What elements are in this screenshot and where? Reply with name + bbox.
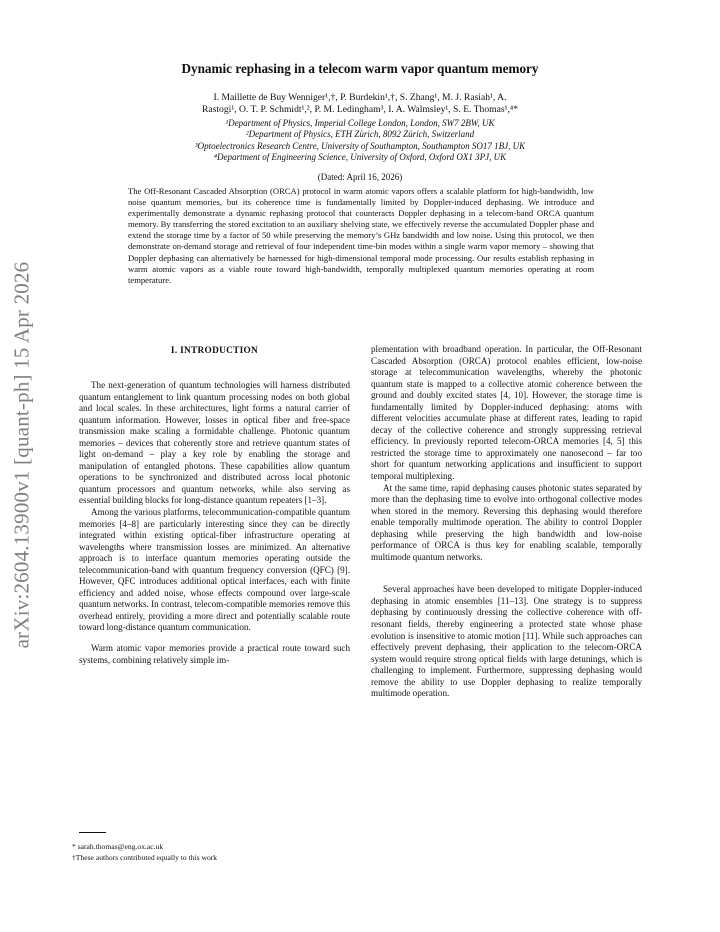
intro-paragraph-4: plementation with broadband operation. In particular, the Off-Resonant Cascaded Absorption (ORCA) protocol enables efficient, low-noise storage at telecommunication wavelengths, whereby the photonic quantum state is mapped to a collective atomic coherence between the ground and doubly excited states [4, 10]. However, the storage time is fundamentally limited by Doppler-induced dephasing: atoms with different velocities accumulate phase at different rates, leading to rapid decay of the collective coherence and strongly suppressing retrieval efficiency. In previously reported telecom-ORCA memories [4, 5] this restricted the storage time to approximately one nanosecond – far too short for quantum networking applications and insufficient to support temporal multiplexing. <box>371 344 642 482</box>
dated-line: (Dated: April 16, 2026) <box>317 172 403 182</box>
footnotes <box>72 842 372 863</box>
intro-paragraph-6: Several approaches have been developed to mitigate Doppler-induced dephasing in atomic ensembles [11–13]. One strategy is to suppress dephasing by continuously dressing the collective coherence with off-resonant fields, thereby engineering a protected state whose phase evolution is insensitive to atomic motion [11]. While such approaches can effectively prevent dephasing, their application to the telecom-ORCA system would require strong optical fields with large detunings, which is challenging to implement. Furthermore, suppressing dephasing would remove the ability to use Doppler dephasing to realize temporally multimode operation. <box>371 584 642 699</box>
intro-paragraph-3: Warm atomic vapor memories provide a practical route toward such systems, combining relatively simple im- <box>79 643 350 665</box>
arxiv-identifier-stamp <box>2 240 42 670</box>
author-line-1: I. Maillette de Buy Wenniger¹,†, P. Burdekin¹,†, S. Zhang¹, M. J. Rasiah¹, A. <box>213 92 507 103</box>
section-heading-introduction: I. INTRODUCTION <box>170 346 259 356</box>
left-column <box>79 344 350 666</box>
footnote-divider <box>79 832 106 833</box>
arxiv-identifier-text: arXiv:2604.13900v1 [quant-ph] 15 Apr 2026 <box>9 261 34 649</box>
affiliation-1: ¹Department of Physics, Imperial College London, London, SW7 2BW, UK <box>225 118 495 128</box>
footnote-equal-contribution: †These authors contributed equally to this work <box>72 852 218 862</box>
affiliation-3: ³Optoelectronics Research Centre, University of Southampton, Southampton SO17 1BJ, UK <box>194 140 526 151</box>
affiliation-4: ⁴Department of Engineering Science, University of Oxford, Oxford OX1 3PJ, UK <box>213 152 507 163</box>
paper-title: Dynamic rephasing in a telecom warm vapor quantum memory <box>181 61 539 76</box>
abstract: The Off-Resonant Cascaded Absorption (ORCA) protocol in warm atomic vapors offers a scalable platform for high-bandwidth, low noise quantum memories, but its coherence time is fundamentally limited by Doppler-induced dephasing. We introduce and experimentally demonstrate a dynamic rephasing protocol that counteracts Doppler dephasing in a telecom-band ORCA quantum memory. By transferring the stored excitation to an auxiliary shelving state, we effectively reverse the accumulated Doppler phase and extend the storage time by a factor of 50 while preserving the memory’s GHz bandwidth and low noise. Using this protocol, we then demonstrate on-demand storage and retrieval of four independent time-bin modes within a single warm vapor memory – showing that Doppler dephasing can alternatively be harnessed for high-dimensional temporal mode processing. Our results establish rephasing in warm atomic vapors as a viable route toward high-bandwidth, temporally multiplexed quantum memories operating at room temperature. <box>128 186 594 285</box>
right-column <box>371 344 642 700</box>
footnote-email: * sarah.thomas@eng.ox.ac.uk <box>72 842 164 851</box>
affiliation-list <box>100 118 620 164</box>
intro-paragraph-5: At the same time, rapid dephasing causes photonic states separated by more than the dephasing time to evolve into orthogonal collective modes when stored in the memory. Reversing this dephasing would therefore enable temporally multimode operation. The ability to control Doppler dephasing while preserving the high bandwidth and low-noise performance of ORCA is thus key for enabling scalable, temporally multimode quantum networks. <box>371 482 642 562</box>
affiliation-2: ²Department of Physics, ETH Zürich, 8092 Zürich, Switzerland <box>245 129 475 140</box>
intro-paragraph-2: Among the various platforms, telecommunication-compatible quantum memories [4–8] are particularly interesting since they can be directly integrated within existing optical-fiber infrastructure operating at wavelengths where transmission losses are minimized. An alternative approach is to interface quantum memories operating outside the telecommunication-band with quantum frequency conversion (QFC) [9]. However, QFC introduces additional optical interfaces, each with finite efficiency and added noise, whose effects compound over large-scale quantum networks. In contrast, telecom-compatible memories remove this overhead entirely, providing a more direct and potentially scalable route toward long-distance quantum communication. <box>79 507 350 633</box>
author-list <box>110 92 610 116</box>
intro-paragraph-1: The next-generation of quantum technologies will harness distributed quantum entanglement to link quantum processing nodes on both global and local scales. In these architectures, light forms a natural carrier of quantum information. However, losses in optical fiber and free-space transmission make scaling a formidable challenge. Photonic quantum memories – devices that coherently store and retrieve quantum states of light on-demand – play a key role by enabling the storage and manipulation of entangled photons. These capabilities allow quantum operations to be synchronized and distributed across local photonic quantum processors and quantum networks, while also serving as essential building blocks for long-distance quantum repeaters [1–3]. <box>79 380 350 506</box>
author-line-2: Rastogi¹, O. T. P. Schmidt¹,², P. M. Ledingham³, I. A. Walmsley¹, S. E. Thomas¹,⁴* <box>202 104 518 115</box>
